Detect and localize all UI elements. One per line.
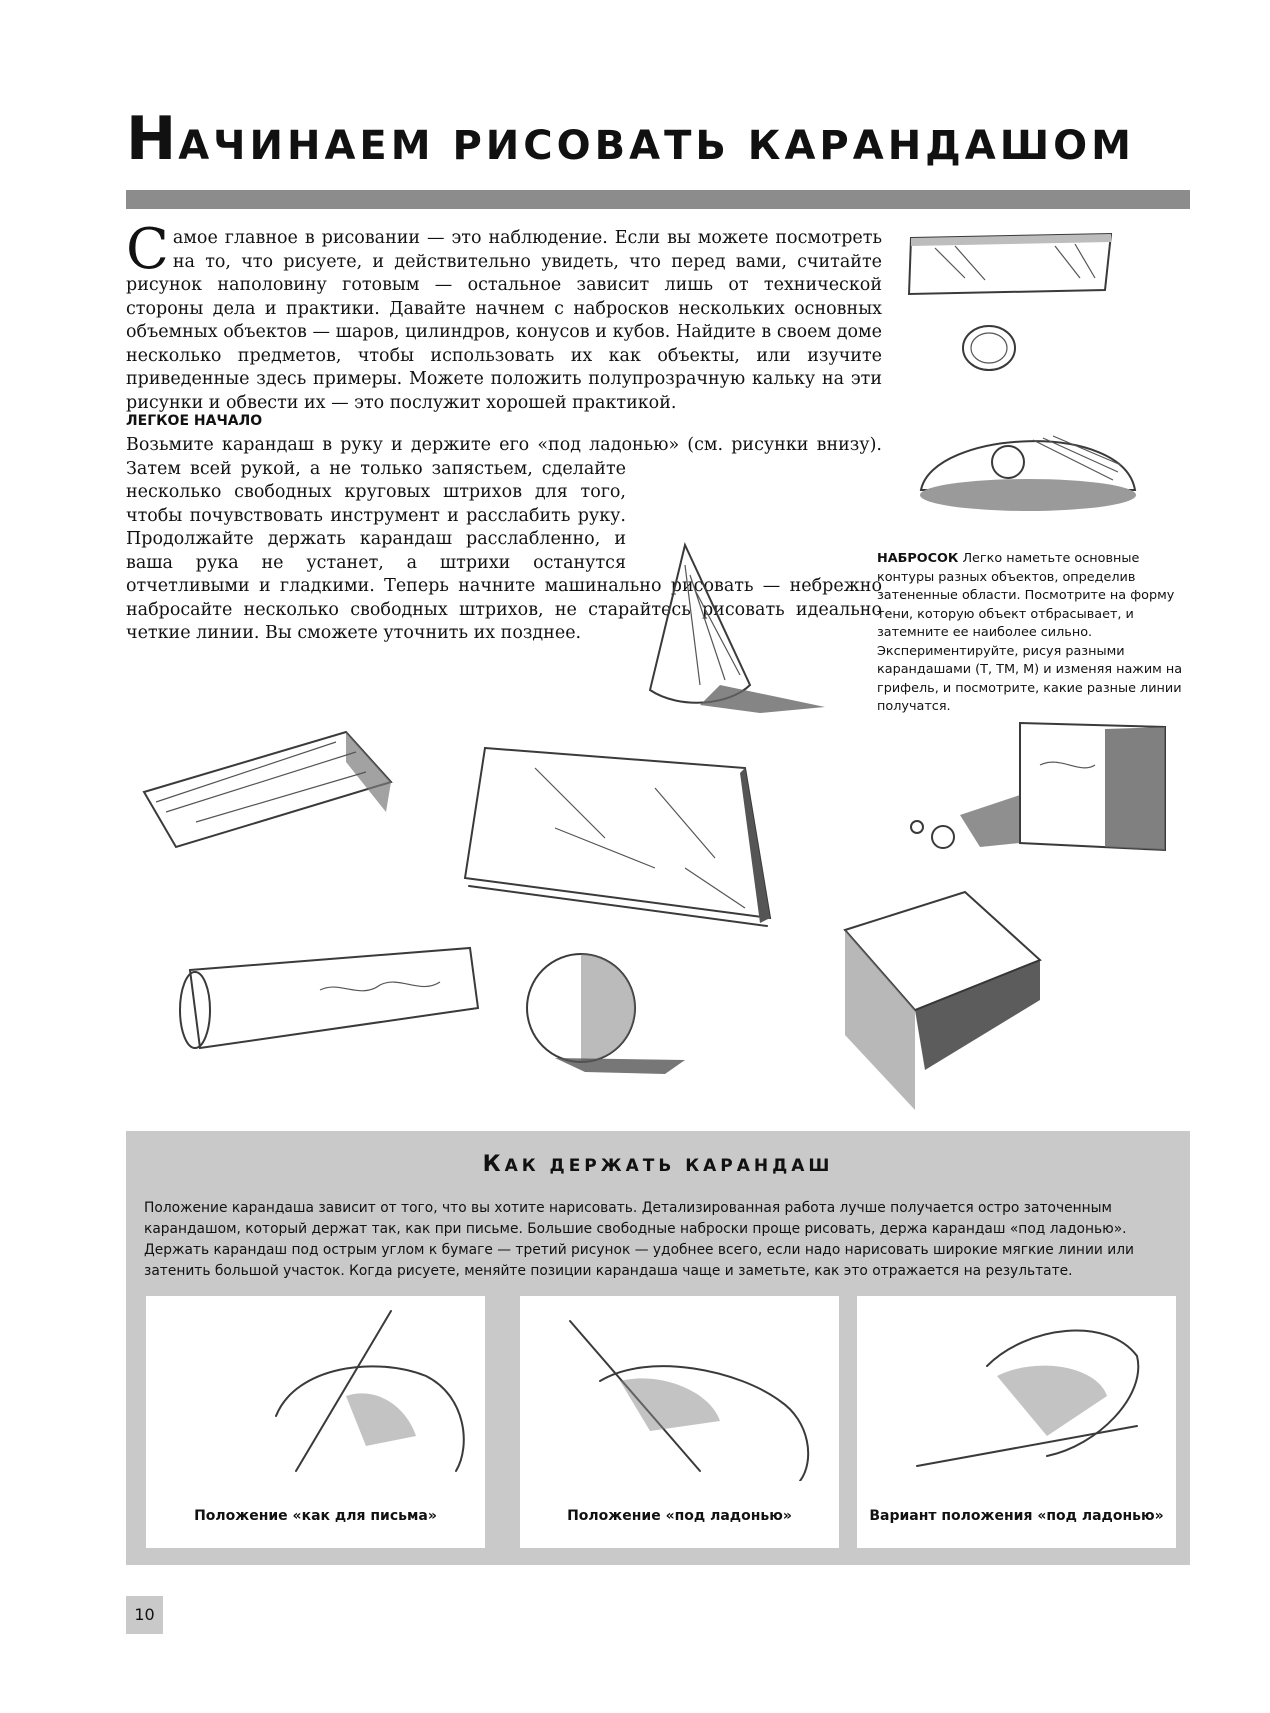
how-to-hold-text: Положение карандаша зависит от того, что вы хотите нарисовать. Детализированная работа лучше получается остро заточенным карандашом, который держат так, как при письме. Большие свободные наброски проще рисовать, держа карандаш «под ладонью». Держать карандаш под острым углом к бумаге — третий рисунок — удобнее всего, если надо нарисовать широкие мягкие линии или затенить большой участок. Когда рисуете, меняйте позиции карандаша чаще и заметьте, как это отражается на результате. [144,1200,1135,1279]
sketch-small-ball [955,318,1025,378]
sketch-cylinder [170,940,500,1065]
how-to-hold-title [126,1152,1190,1177]
sketch-sphere [515,948,695,1078]
sketch-long-box [136,722,401,854]
title-rest: АЧИНАЕМ РИСОВАТЬ КАРАНДАШОМ [178,123,1135,169]
intro-text: амое главное в рисовании — это наблюдение. Если вы можете посмотреть на то, что рисуете, и действительно увидеть, что перед вами, считайте рисунок наполовину готовым — остальное зависит лишь от технической стороны дела и практики. Давайте начнем с набросков нескольких основных объемных объектов — шаров, цилиндров, конусов и кубов. Найдите в своем доме несколько предметов, чтобы использовать их как объекты, или изучите приведенные здесь примеры. Можете положить полупрозрачную кальку на эти рисунки и обвести их — это послужит хорошей практикой. [126,228,882,413]
easy-start-heading: ЛЕГКОЕ НАЧАЛО [126,413,263,429]
page-number: 10 [126,1596,163,1634]
intro-drop-cap: С [126,217,169,282]
sketch-caption-label: НАБРОСОК [877,551,959,566]
hand-panel-underhand [520,1296,839,1548]
sketch-flat-box [905,228,1117,300]
hand-panel-writing [146,1296,485,1548]
caption-underhand-variant: Вариант положения «под ладонью» [869,1508,1164,1524]
title-underline-bar [126,190,1190,209]
title-first-letter: Н [126,104,179,174]
caption-underhand: Положение «под ладонью» [567,1508,792,1524]
sketch-dome [913,410,1143,520]
hand-panel-underhand-variant [857,1296,1176,1548]
hand-underhand-drawing [560,1311,820,1481]
how-to-hold-title-first: К [482,1152,505,1177]
sketch-box [835,890,1050,1115]
how-to-hold-title-rest: АК ДЕРЖАТЬ КАРАНДАШ [504,1156,834,1176]
caption-writing: Положение «как для письма» [194,1508,437,1524]
sketch-cone [640,535,830,720]
sketch-cube [940,715,1185,865]
sketch-stacked-sheets [455,728,785,928]
sketch-caption-text: Легко наметьте основные контуры разных объектов, определив затененные области. Посмотрите на форму тени, которую объект отбрасывает, и затемните ее наиболее сильно. Экспериментируйте, рисуя разными карандашами (Т, ТМ, М) и изменяя нажим на грифель, и посмотрите, какие разные линии получатся. [877,551,1183,714]
hand-writing-drawing [236,1306,476,1476]
hand-variant-drawing [897,1306,1157,1481]
easy-start-text: Возьмите карандаш в руку и держите его «под ладонью» (см. рисунки внизу). Затем всей рукой, а не только запястьем, сделайте несколько свободных круговых штрихов для того, чтобы почувствовать инструмент и расслабить руку. Продолжайте держать карандаш расслабленно, и ваша рука не устанет, а штрихи останутся отчетливыми и гладкими. Теперь начните машинально рисовать — небрежно набросайте несколько свободных штрихов, не старайтесь рисовать идеально четкие линии. Вы сможете уточнить их позднее. [126,435,882,643]
page-title [126,104,1135,174]
intro-paragraph [126,217,882,415]
sketch-tiny-balls [905,815,965,855]
sketch-caption [877,550,1189,717]
